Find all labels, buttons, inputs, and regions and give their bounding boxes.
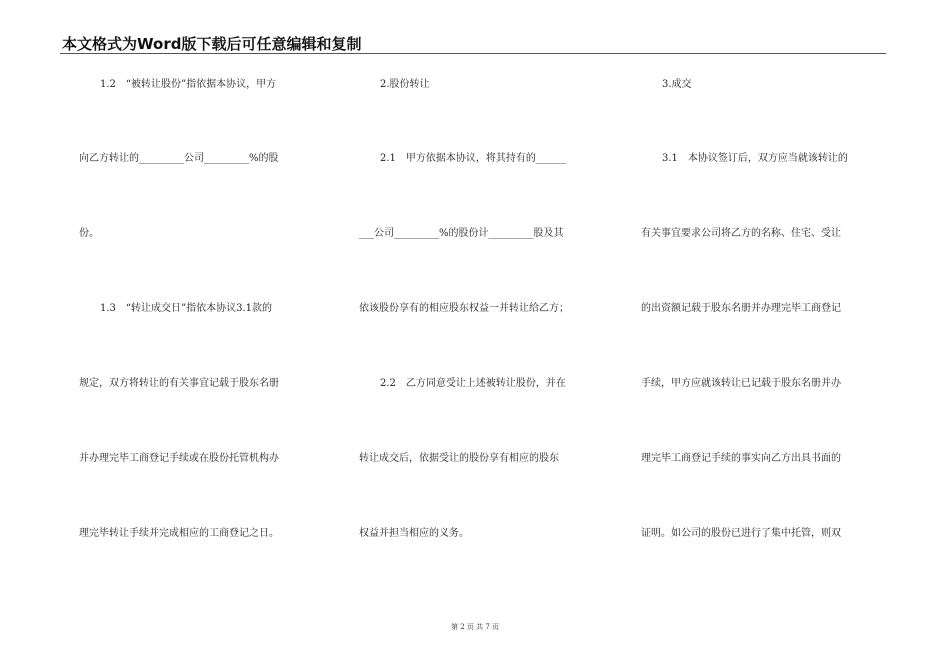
page-number-footer: 第 2 页 共 7 页 <box>450 623 500 631</box>
text-line: 有关事宜要求公司将乙方的名称、住宅、受让 <box>641 228 841 239</box>
text-line: 并办理完毕工商登记手续或在股份托管机构办 <box>79 453 279 464</box>
text-line: 手续，甲方应就该转让已记载于股东名册并办 <box>641 378 841 389</box>
text-line: 2.1 甲方依据本协议，将其持有的______ <box>380 153 566 164</box>
text-line: 证明。如公司的股份已进行了集中托管，则双 <box>641 528 841 539</box>
section-heading: 3.成交 <box>662 79 692 90</box>
header-divider <box>60 53 886 54</box>
text-line: 理完毕转让手续并完成相应的工商登记之日。 <box>79 528 279 539</box>
text-line: ___公司_________%的股份计_________股及其 <box>359 228 564 239</box>
text-line: 的出资额记载于股东名册并办理完毕工商登记 <box>641 303 841 314</box>
section-heading: 2.股份转让 <box>380 79 430 90</box>
document-header-title: 本文格式为Word版下载后可任意编辑和复制 <box>62 35 362 53</box>
text-line: 3.1 本协议签订后，双方应当就该转让的 <box>662 153 848 164</box>
text-line: 份。 <box>79 228 99 239</box>
text-line: 向乙方转让的_________公司_________%的股 <box>79 153 279 164</box>
text-line: 转让成交后，依据受让的股份享有相应的股东 <box>359 453 559 464</box>
text-line: 2.2 乙方同意受让上述被转让股份，并在 <box>380 378 566 389</box>
text-line: 1.2 “被转让股份”指依据本协议，甲方 <box>100 79 277 90</box>
text-line: 理完毕工商登记手续的事实向乙方出具书面的 <box>641 453 841 464</box>
text-line: 规定，双方将转让的有关事宜记载于股东名册 <box>79 378 279 389</box>
text-line: 权益并担当相应的义务。 <box>359 528 469 539</box>
text-line: 1.3 “转让成交日”指依本协议3.1款的 <box>100 303 273 314</box>
text-line: 依该股份享有的相应股东权益一并转让给乙方； <box>359 303 569 314</box>
